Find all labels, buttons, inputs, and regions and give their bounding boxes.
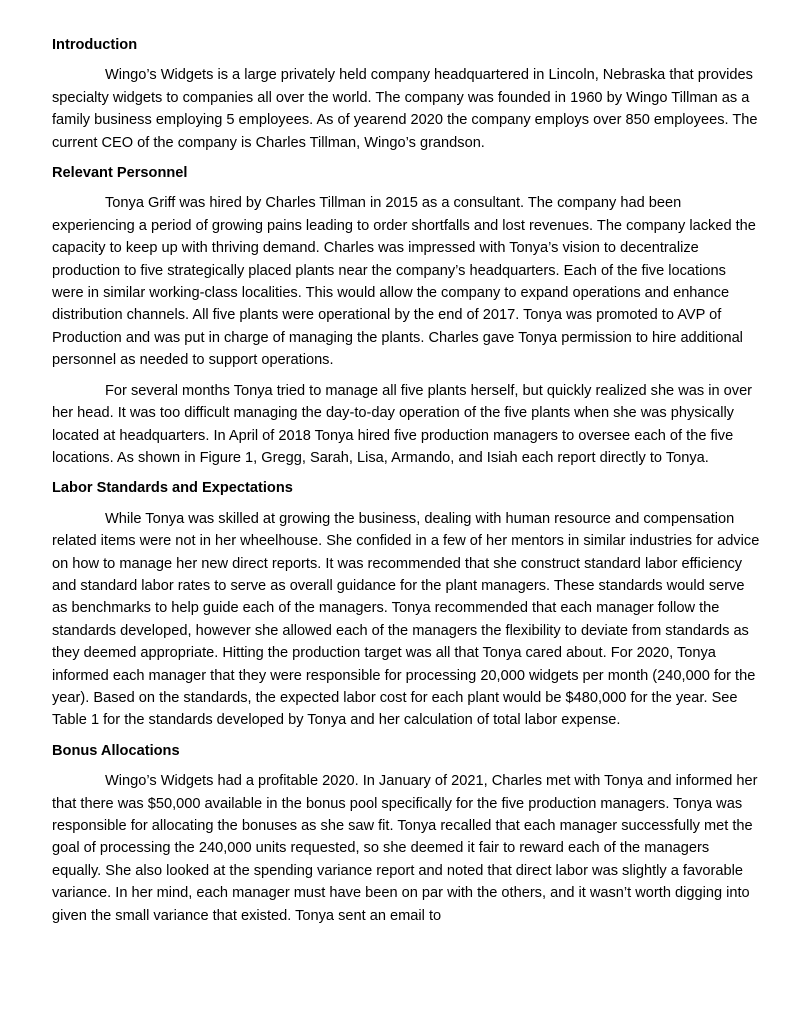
paragraph: For several months Tonya tried to manage all five plants herself, but quickly realized she was in over her head. It was too difficult managing the day-to-day operation of the five plants when she was physically located at headquarters. In April of 2018 Tonya hired five production managers to oversee each of the five locations. As shown in Figure 1, Gregg, Sarah, Lisa, Armando, and Isiah each report directly to Tonya. [52, 382, 753, 466]
paragraph: Wingo’s Widgets is a large privately held company headquartered in Lincoln, Nebraska that provides specialty widgets to companies all over the world. The company was founded in 1960 by Wingo Tillman as a family business employing 5 employees. As of yearend 2020 the company employs over 850 employees. The current CEO of the company is Charles Tillman, Wingo’s grandson. [52, 67, 758, 151]
section-heading: Relevant Personnel [52, 165, 188, 182]
section-relevant-personnel [52, 162, 760, 469]
paragraph: Tonya Griff was hired by Charles Tillman in 2015 as a consultant. The company had been experiencing a period of growing pains leading to order shortfalls and lost revenues. The company lacked the capacity to keep up with thriving demand. Charles was impressed with Tonya’s vision to decentralize production to five strategically placed plants near the company’s headquarters. Each of the five locations were in similar working-class localities. This would allow the company to expand operations and enhance distribution channels. All five plants were operational by the end of 2017. Tonya was promoted to AVP of Production and was put in charge of managing the plants. Charles gave Tonya permission to hire additional personnel as needed to support operations. [52, 195, 756, 369]
section-heading: Introduction [52, 37, 138, 53]
section-labor-standards [52, 477, 760, 731]
document-page [52, 34, 760, 935]
paragraph: Wingo’s Widgets had a profitable 2020. In January of 2021, Charles met with Tonya and informed her that there was $50,000 available in the bonus pool specifically for the five production managers. Tonya was responsible for allocating the bonuses as she saw fit. Tonya recalled that each manager successfully met the goal of processing the 240,000 units requested, so she deemed it fair to reward each of the managers equally. She also looked at the spending variance report and noted that direct labor was slightly a favorable variance. In her mind, each manager must have been on par with the others, and it wasn’t worth digging into given the small variance that existed. Tonya sent an email to [52, 773, 758, 924]
paragraph: While Tonya was skilled at growing the business, dealing with human resource and compensation related items were not in her wheelhouse. She confided in a few of her mentors in similar industries for advice on how to manage her new direct reports. It was recommended that she construct standard labor efficiency and standard labor rates to serve as overall guidance for the plant managers. These standards would serve as benchmarks to help guide each of the managers. Tonya recommended that each manager follow the standards developed, however she allowed each of the managers the flexibility to deviate from standards as they deemed appropriate. Hitting the production target was all that Tonya cared about. For 2020, Tonya informed each manager that they were responsible for processing 20,000 widgets per month (240,000 for the year). Based on the standards, the expected labor cost for each plant would be $480,000 for the year. See Table 1 for the standards developed by Tonya and her calculation of total labor expense. [52, 510, 760, 729]
section-introduction [52, 34, 760, 154]
section-bonus-allocations [52, 740, 760, 927]
section-heading: Labor Standards and Expectations [52, 480, 293, 497]
section-heading: Bonus Allocations [52, 742, 180, 759]
